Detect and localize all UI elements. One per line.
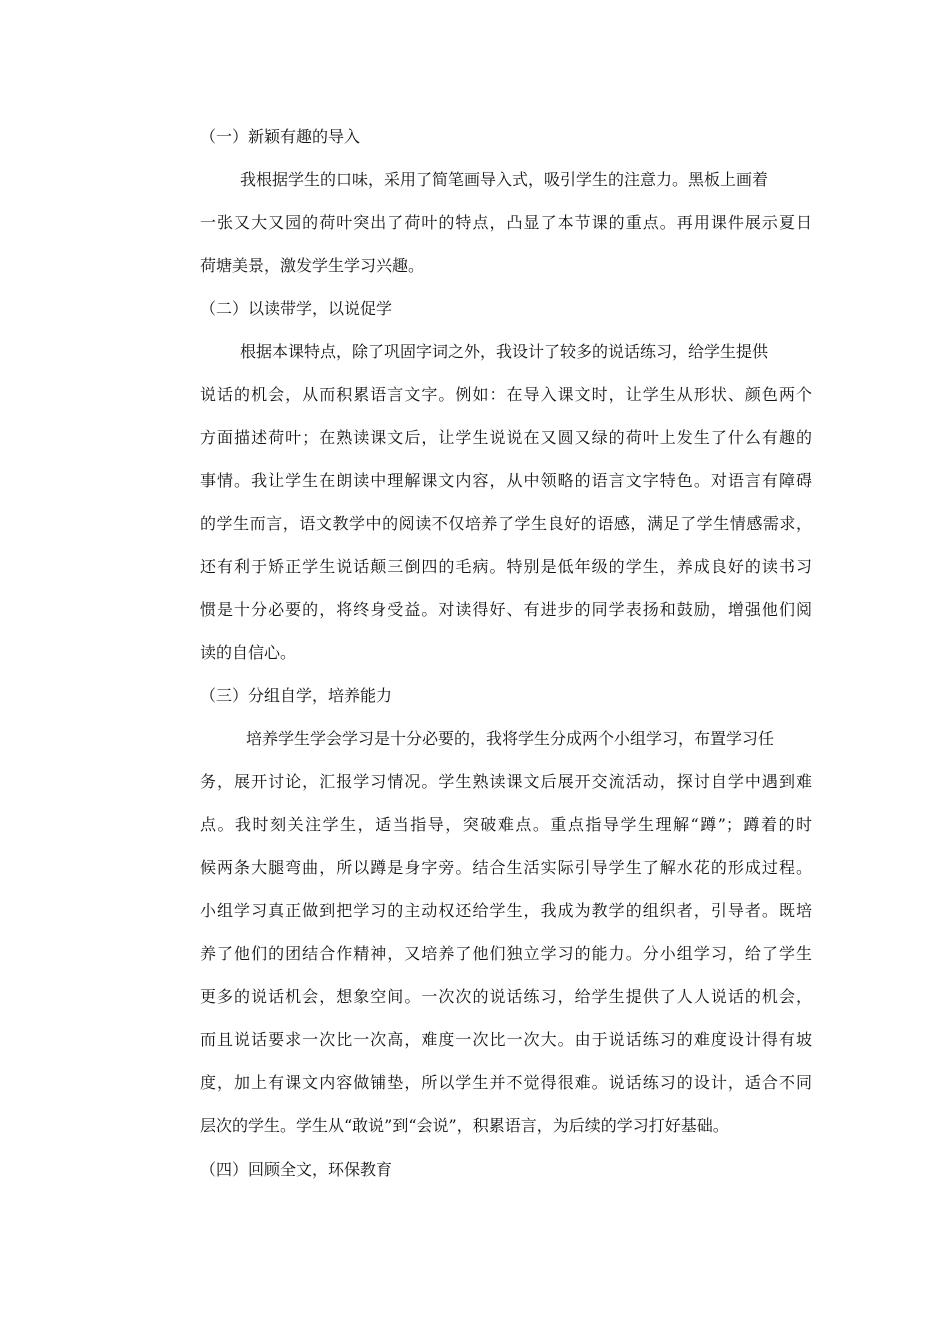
paragraph-line: 度，加上有课文内容做铺垫，所以学生并不觉得很难。说话练习的设计，适合不同 [200,1073,812,1092]
paragraph-line: 而且说话要求一次比一次高，难度一次比一次大。由于说话练习的难度设计得有坡 [200,1030,812,1049]
paragraph-line: 事情。我让学生在朗读中理解课文内容，从中领略的语言文字特色。对语言有障碍 [200,471,812,490]
paragraph-line: 方面描述荷叶；在熟读课文后，让学生说说在又圆又绿的荷叶上发生了什么有趣的 [200,428,812,447]
paragraph-line: 荷塘美景，激发学生学习兴趣。 [200,256,425,275]
paragraph-line: 养了他们的团结合作精神，又培养了他们独立学习的能力。分小组学习，给了学生 [200,944,812,963]
paragraph-line: 点。我时刻关注学生，适当指导，突破难点。重点指导学生理解“蹲”；蹲着的时 [200,815,812,834]
paragraph-line: 的学生而言，语文教学中的阅读不仅培养了学生良好的语感，满足了学生情感需求， [200,514,812,533]
paragraph-line: 我根据学生的口味，采用了简笔画导入式，吸引学生的注意力。黑板上画着 [240,170,769,189]
paragraph-line: 候两条大腿弯曲，所以蹲是身字旁。结合生活实际引导学生了解水花的形成过程。 [200,858,812,877]
section-heading: （四）回顾全文，环保教育 [200,1160,393,1179]
paragraph-line: 还有利于矫正学生说话颠三倒四的毛病。特别是低年级的学生，养成良好的读书习 [200,557,812,576]
paragraph-line: 惯是十分必要的，将终身受益。对读得好、有进步的同学表扬和鼓励，增强他们阅 [200,600,812,619]
paragraph-line: 读的自信心。 [200,643,297,662]
section-heading: （一）新颖有趣的导入 [200,127,361,146]
paragraph-line: 小组学习真正做到把学习的主动权还给学生，我成为教学的组织者，引导者。既培 [200,901,812,920]
paragraph-line: 务，展开讨论，汇报学习情况。学生熟读课文后展开交流活动，探讨自学中遇到难 [200,772,812,791]
section-heading: （二）以读带学，以说促学 [200,299,393,318]
paragraph-line: 一张又大又园的荷叶突出了荷叶的特点，凸显了本节课的重点。再用课件展示夏日 [200,213,812,232]
paragraph-line: 培养学生学会学习是十分必要的，我将学生分成两个小组学习，布置学习任 [246,729,775,748]
section-heading: （三）分组自学，培养能力 [200,686,393,705]
paragraph-line: 说话的机会，从而积累语言文字。例如：在导入课文时，让学生从形状、颜色两个 [200,385,812,404]
paragraph-line: 根据本课特点，除了巩固字词之外，我设计了较多的说话练习，给学生提供 [240,342,769,361]
paragraph-line: 层次的学生。学生从“敢说”到“会说”，积累语言，为后续的学习打好基础。 [200,1116,729,1135]
paragraph-line: 更多的说话机会，想象空间。一次次的说话练习，给学生提供了人人说话的机会， [200,987,812,1006]
